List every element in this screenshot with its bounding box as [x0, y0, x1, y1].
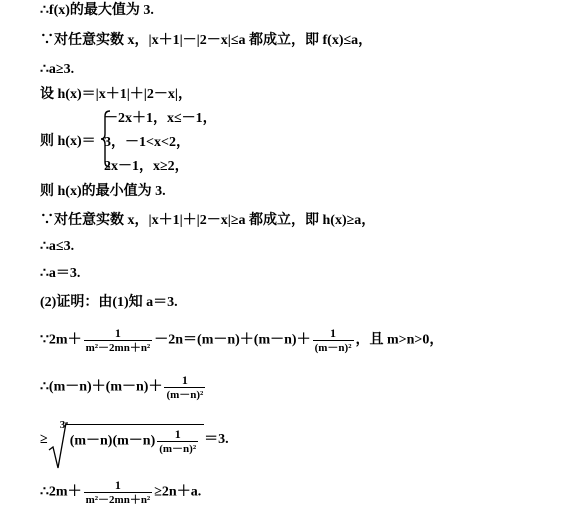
expr2-part-a: ∴(m－n)＋(m－n)＋ [40, 379, 163, 395]
line-proof-start: (2)证明：由(1)知 a＝3. [40, 295, 178, 310]
piece-1: －2x＋1，x≤－1， [104, 111, 217, 126]
line-min-value: 则 h(x)的最小值为 3. [40, 184, 166, 199]
fraction-numerator: 1 [181, 373, 188, 387]
radicand-product: (m－n)(m－n) [69, 433, 156, 449]
fraction [164, 373, 205, 402]
fraction-denominator: (m－n)² [166, 389, 204, 401]
fraction-denominator: (m－n)² [159, 443, 197, 455]
fraction [84, 326, 153, 355]
line-define-h: 设 h(x)＝|x＋1|＋|2－x|， [40, 87, 192, 102]
piece-2: 3，－1<x<2， [104, 135, 190, 150]
cube-root [48, 419, 204, 456]
line-a-eq-3: ∴a＝3. [40, 266, 81, 281]
fraction [84, 478, 153, 507]
root-index: 3 [59, 419, 66, 431]
line-max-value: ∴f(x)的最大值为 3. [40, 3, 154, 18]
radical-sign-icon [48, 420, 68, 472]
conclusion-part-b: ≥2n＋a. [154, 484, 202, 500]
expr1-part-a: ∵2m＋ [40, 332, 82, 348]
expr1-part-b: －2n＝(m－n)＋(m－n)＋ [154, 332, 311, 348]
fraction-numerator: 1 [114, 326, 121, 340]
fraction-numerator: 1 [174, 427, 181, 441]
fraction-denominator: m²－2mn＋n² [85, 494, 151, 506]
fraction [313, 326, 354, 355]
radicand [66, 424, 204, 456]
line-a-ge-3: ∴a≥3. [40, 62, 75, 77]
line-expression-2 [40, 373, 207, 402]
line-am-gm [40, 419, 229, 456]
line-h-piecewise-prefix: 则 h(x)＝ [40, 134, 96, 149]
conclusion-part-a: ∴2m＋ [40, 484, 82, 500]
line-conclusion [40, 478, 201, 507]
amgm-prefix: ≥ [40, 432, 48, 448]
piece-3: 2x－1，x≥2， [104, 159, 189, 174]
line-expression-1 [40, 326, 443, 355]
fraction-denominator: m²－2mn＋n² [85, 342, 151, 354]
fraction-numerator: 1 [330, 326, 337, 340]
line-a-le-3: ∴a≤3. [40, 239, 75, 254]
fraction-denominator: (m－n)² [314, 342, 352, 354]
amgm-suffix: ＝3. [204, 432, 229, 448]
expr1-part-c: ，且 m>n>0， [355, 332, 444, 348]
fraction [157, 427, 198, 456]
fraction-numerator: 1 [114, 478, 121, 492]
line-inequality-h: ∵对任意实数 x，|x＋1|＋|2－x|≥a 都成立，即 h(x)≥a， [40, 213, 376, 228]
line-inequality-f: ∵对任意实数 x，|x＋1|－|2－x|≤a 都成立，即 f(x)≤a， [40, 33, 373, 48]
